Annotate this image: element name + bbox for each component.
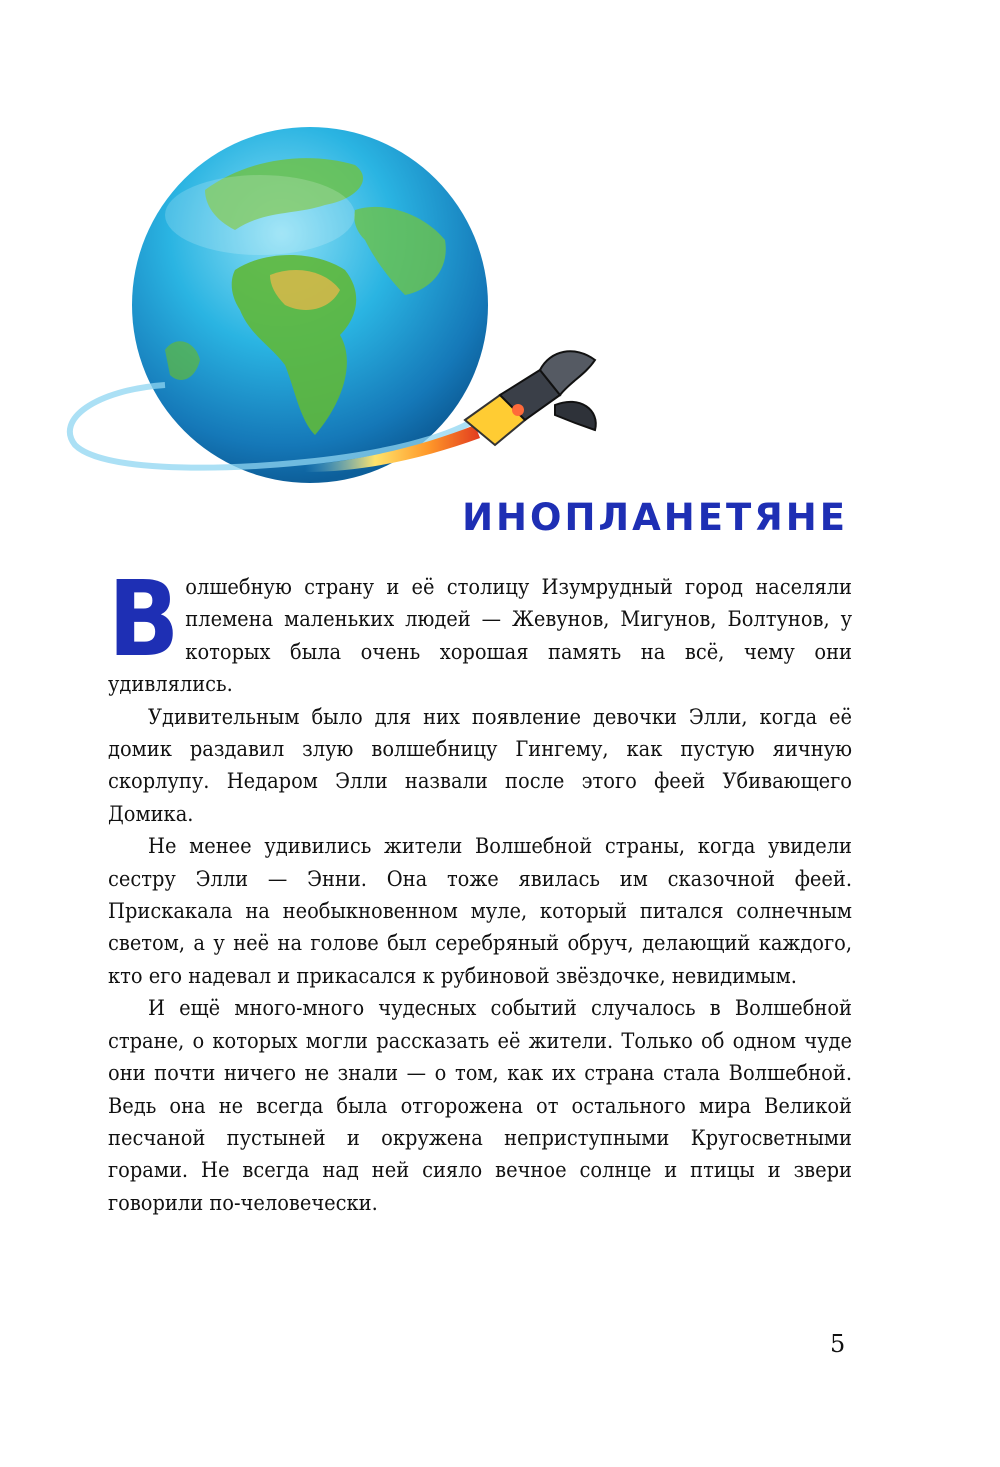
paragraph-3: Не менее удивились жители Волшебной страны, когда увидели сестру Элли — Энни. Она тоже явилась им сказочной феей. Прискакала на необыкновенном муле, который питался солнечным светом, а у неё на голове был серебряный обруч, делающий каждого, кто его надевал и прикасался к рубиновой звёздочке, невидимым. [108,834,852,989]
paragraph-4: И ещё много-много чудесных событий случалось в Волшебной стране, о которых могли рассказать её жители. Только об одном чуде они почти ничего не знали — о том, как их страна стала Волшебной. Ведь она не всегда была отгорожена от остального мира Великой песчаной пустыней и окружена неприступными Кругосветными горами. Не всегда над ней сияло вечное солнце и птицы и звери говорили по-человечески. [108,996,852,1216]
spaceship-icon [465,351,596,445]
drop-cap: В [108,558,180,680]
body-text [108,558,852,1220]
paragraph-1 [108,558,852,702]
earth-spaceship-illustration [55,120,615,510]
page-number: 5 [830,1330,846,1358]
paragraph-2: Удивительным было для них появление девочки Элли, когда её домик раздавил злую волшебницу Гингему, как пустую яичную скорлупу. Недаром Элли назвали после этого феей Убивающего Домика. [108,704,852,827]
paragraph-1-text: олшебную страну и её столицу Изумрудный город населяли племена маленьких людей — Жевунов, Мигунов, Болтунов, у которых была очень хорошая память на всё, чему они удивлялись. [108,575,852,698]
chapter-title: ИНОПЛАНЕТЯНЕ [462,496,848,539]
globe-icon [132,127,488,483]
